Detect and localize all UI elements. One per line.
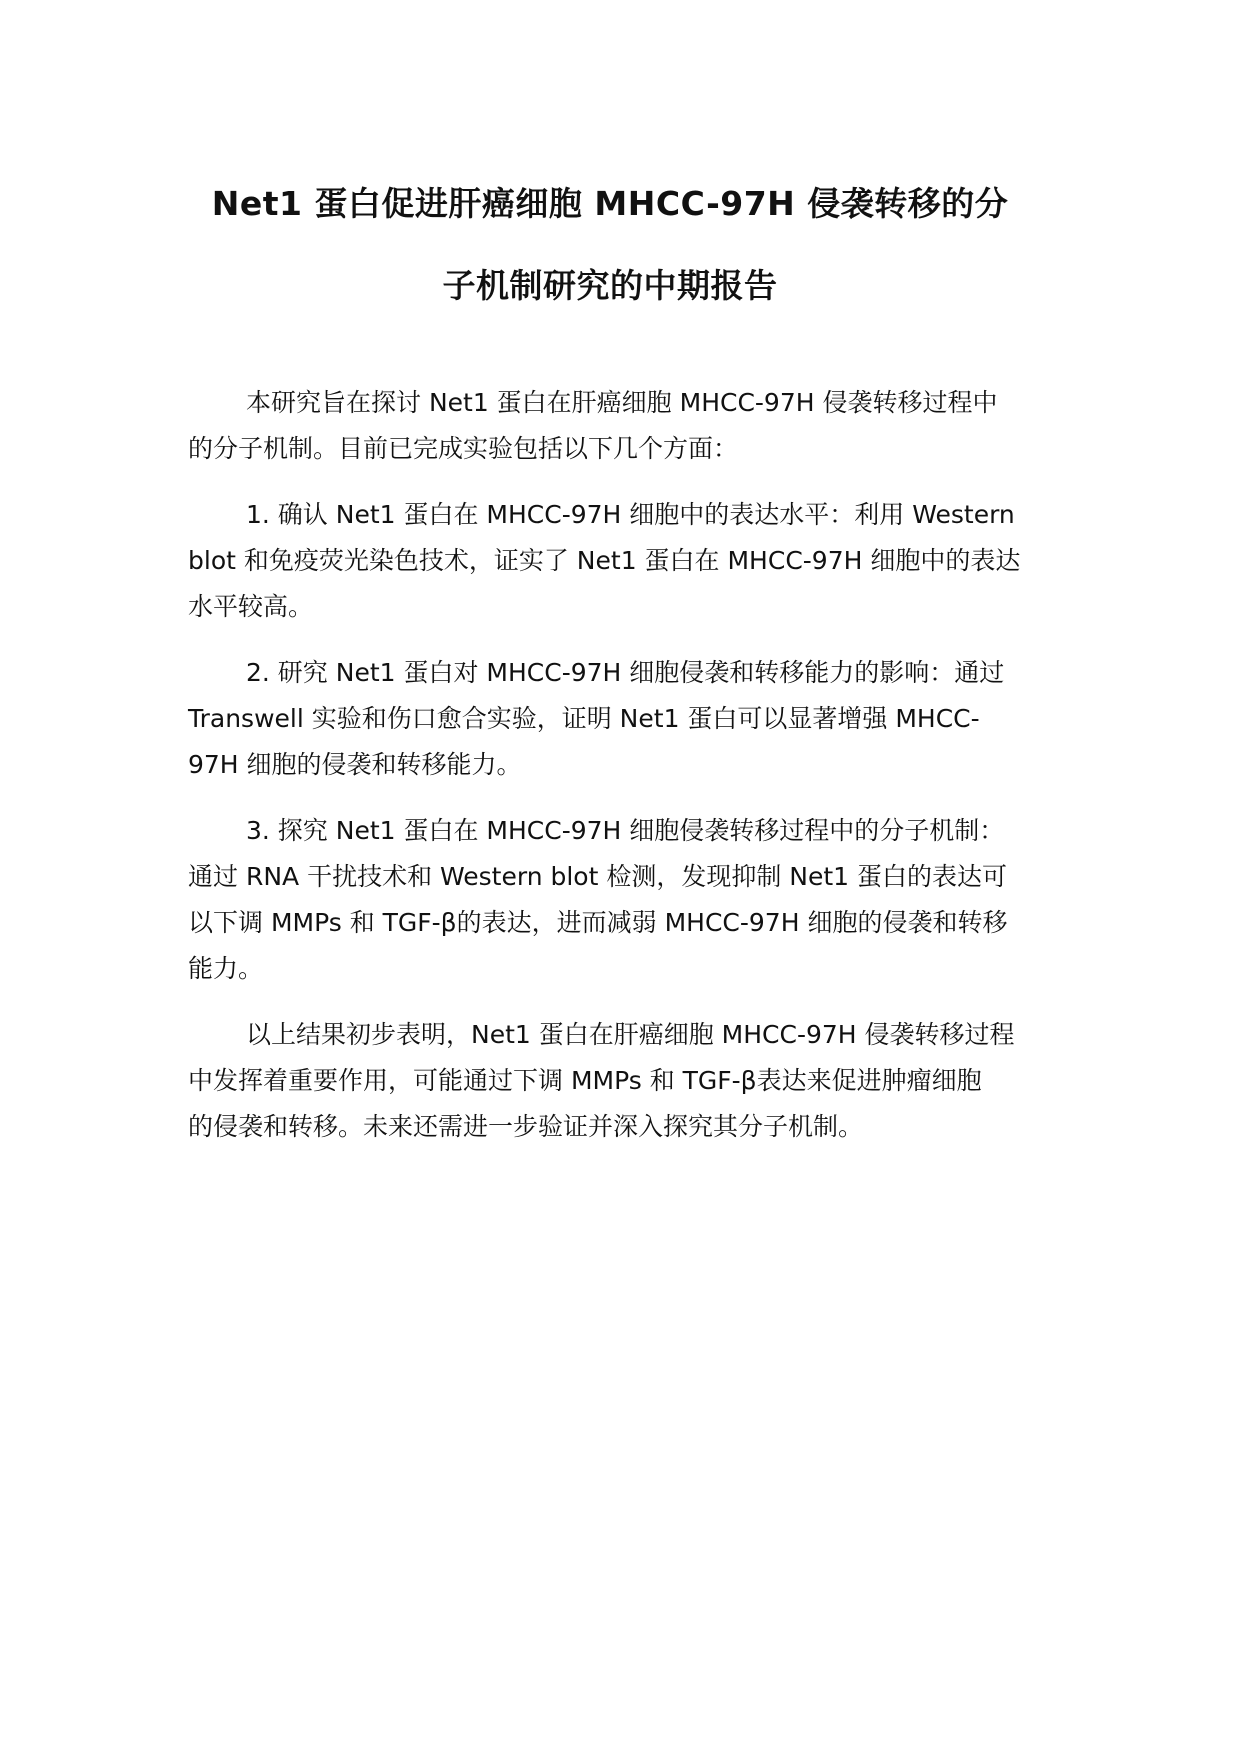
paragraph-item-2 <box>188 650 1053 788</box>
paragraph-line: 能力。 <box>188 954 264 983</box>
paragraph-line: 以上结果初步表明，Net1 蛋白在肝癌细胞 MHCC-97H 侵袭转移过程 <box>246 1020 1015 1049</box>
paragraph-item-3 <box>188 808 1053 992</box>
document-title-line-2: 子机制研究的中期报告 <box>442 266 778 305</box>
paragraph-conclusion <box>188 1012 1053 1150</box>
document-title-line-1: Net1 蛋白促进肝癌细胞 MHCC-97H 侵袭转移的分 <box>211 184 1009 223</box>
paragraph-item-1 <box>188 492 1053 630</box>
paragraph-line: 以下调 MMPs 和 TGF-β的表达，进而减弱 MHCC-97H 细胞的侵袭和转移 <box>188 908 1008 937</box>
paragraph-line: 水平较高。 <box>188 592 314 621</box>
paragraph-intro <box>188 380 1053 472</box>
paragraph-line: 中发挥着重要作用，可能通过下调 MMPs 和 TGF-β表达来促进肿瘤细胞 <box>188 1066 982 1095</box>
paragraph-line: 97H 细胞的侵袭和转移能力。 <box>188 750 522 779</box>
paragraph-line: 的分子机制。目前已完成实验包括以下几个方面： <box>188 434 739 463</box>
paragraph-line: 2. 研究 Net1 蛋白对 MHCC-97H 细胞侵袭和转移能力的影响：通过 <box>246 658 1005 687</box>
paragraph-line: Transwell 实验和伤口愈合实验，证明 Net1 蛋白可以显著增强 MHCC- <box>188 704 980 733</box>
paragraph-line: 通过 RNA 干扰技术和 Western blot 检测，发现抑制 Net1 蛋白的表达可 <box>188 862 1008 891</box>
paragraph-line: 本研究旨在探讨 Net1 蛋白在肝癌细胞 MHCC-97H 侵袭转移过程中 <box>246 388 998 417</box>
document-body <box>188 380 1053 1170</box>
paragraph-line: 3. 探究 Net1 蛋白在 MHCC-97H 细胞侵袭转移过程中的分子机制： <box>246 816 1005 845</box>
paragraph-line: 1. 确认 Net1 蛋白在 MHCC-97H 细胞中的表达水平：利用 Western <box>246 500 1015 529</box>
paragraph-line: 的侵袭和转移。未来还需进一步验证并深入探究其分子机制。 <box>188 1112 864 1141</box>
paragraph-line: blot 和免疫荧光染色技术，证实了 Net1 蛋白在 MHCC-97H 细胞中的表达 <box>188 546 1021 575</box>
